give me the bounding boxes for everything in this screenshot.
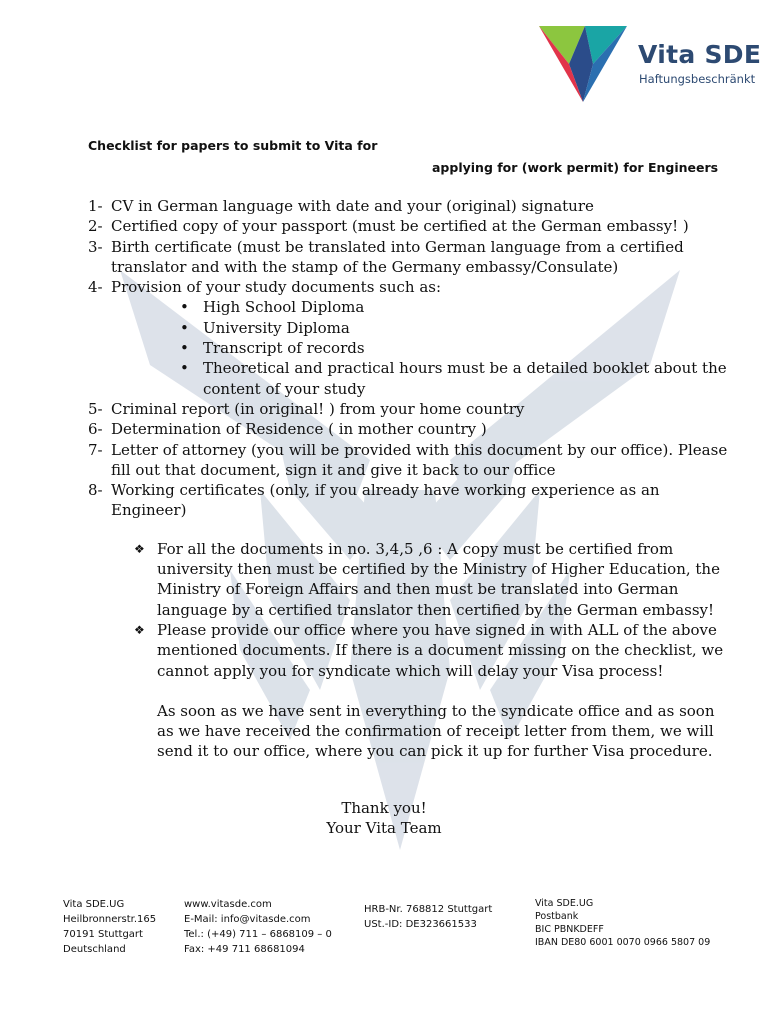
- item-text: Determination of Residence ( in mother country ): [111, 420, 487, 439]
- note-item: [134, 539, 728, 620]
- closing: [0, 798, 768, 839]
- checklist-item-4: [88, 277, 728, 297]
- item-number: 4-: [88, 278, 103, 297]
- logo-v-mark-icon: [537, 24, 629, 104]
- item-number: 8-: [88, 481, 103, 500]
- document-title-line-2: applying for (work permit) for Engineers: [432, 160, 719, 175]
- note-text: Please provide our office where you have signed in with ALL of the above mentioned documents. If there is a document missing on the checklist, we cannot apply you for syndicate which will delay your Visa process!: [157, 620, 724, 680]
- checklist-item-5: [88, 399, 728, 419]
- item-text: Birth certificate (must be translated into German language from a certified translator and with the stamp of the Germany embassy/Consulate): [111, 237, 684, 276]
- checklist-item-1: [88, 196, 728, 216]
- closing-signature: Your Vita Team: [326, 819, 442, 838]
- item-text: Certified copy of your passport (must be certified at the German embassy! ): [111, 217, 689, 236]
- logo-subtitle: Haftungsbeschränkt: [639, 72, 756, 86]
- item-text: Criminal report (in original! ) from your home country: [111, 399, 525, 418]
- footer-line: Deutschland: [63, 944, 126, 955]
- closing-thanks: Thank you!: [341, 799, 427, 817]
- note-item: [134, 620, 728, 681]
- checklist-item-7: [88, 440, 728, 481]
- item-number: 5-: [88, 399, 103, 418]
- footer-line: Vita SDE.UG: [63, 899, 125, 910]
- sub-item-text: University Diploma: [203, 318, 350, 337]
- notes-list: [88, 539, 728, 681]
- item-number: 3-: [88, 237, 103, 256]
- diamond-bullet-icon: ❖: [134, 622, 145, 637]
- footer-line: HRB-Nr. 768812 Stuttgart: [364, 904, 493, 915]
- item-text: CV in German language with date and your (original) signature: [111, 197, 594, 215]
- bullet-icon: •: [180, 359, 189, 378]
- checklist-content: [88, 196, 728, 762]
- note-text: For all the documents in no. 3,4,5 ,6 : A copy must be certified from university then must be certified by the Ministry of Higher Education, the Ministry of Foreign Affairs and then must be translated into German language by a certified translator then certified by the German embassy!: [157, 539, 720, 619]
- sub-list-item: [180, 338, 728, 358]
- sub-item-text: High School Diploma: [203, 298, 365, 317]
- checklist-item-2: [88, 216, 728, 236]
- footer-line: BIC PBNKDEFF: [535, 924, 604, 935]
- footer-phone: Tel.: (+49) 711 – 6868109 – 0: [184, 929, 332, 940]
- footer-address: [63, 897, 156, 957]
- footer-line: Heilbronnerstr.165: [63, 914, 157, 925]
- footer-fax: Fax: +49 711 68681094: [184, 944, 305, 955]
- item-number: 1-: [88, 197, 103, 215]
- company-logo: [537, 24, 762, 104]
- checklist-item-3: [88, 237, 728, 278]
- footer-line: IBAN DE80 6001 0070 0966 5807 09: [535, 937, 711, 948]
- diamond-bullet-icon: ❖: [134, 541, 145, 556]
- sub-list-item: [180, 318, 728, 338]
- footer-website: www.vitasde.com: [184, 899, 272, 910]
- item-number: 6-: [88, 420, 103, 439]
- bullet-icon: •: [180, 318, 189, 337]
- procedure-paragraph: As soon as we have sent in everything to the syndicate office and as soon as we have received the confirmation of receipt letter from them, we will send it to our office, where you can pick it up for further Visa procedure.: [157, 701, 715, 761]
- item-number: 2-: [88, 217, 103, 236]
- checklist-item-6: [88, 419, 728, 439]
- bullet-icon: •: [180, 339, 189, 358]
- footer-email: E-Mail: info@vitasde.com: [184, 914, 311, 925]
- item-text: Working certificates (only, if you already have working experience as an Engineer): [111, 481, 660, 520]
- logo-company-name: Vita SDE: [638, 40, 762, 69]
- footer-contact: [184, 897, 332, 957]
- footer-line: USt.-ID: DE323661533: [364, 919, 477, 930]
- footer-bank: [535, 897, 710, 949]
- footer-registration: [364, 902, 492, 932]
- sub-list-item: [180, 358, 728, 399]
- item-text: Letter of attorney (you will be provided with this document by our office). Please fill out that document, sign it and give it back to our office: [111, 440, 728, 479]
- document-title-line-1: Checklist for papers to submit to Vita for: [88, 138, 378, 153]
- checklist-item-8: [88, 480, 728, 521]
- footer-line: 70191 Stuttgart: [63, 929, 143, 940]
- sub-item-text: Transcript of records: [203, 339, 365, 358]
- footer-line: Postbank: [535, 911, 579, 922]
- footer-line: Vita SDE.UG: [535, 898, 594, 909]
- sub-item-text: Theoretical and practical hours must be a detailed booklet about the content of your study: [203, 359, 727, 398]
- item-number: 7-: [88, 440, 103, 459]
- sub-list-item: [180, 297, 728, 317]
- item-text: Provision of your study documents such as:: [111, 278, 442, 297]
- bullet-icon: •: [180, 298, 189, 317]
- study-documents-list: [88, 297, 728, 398]
